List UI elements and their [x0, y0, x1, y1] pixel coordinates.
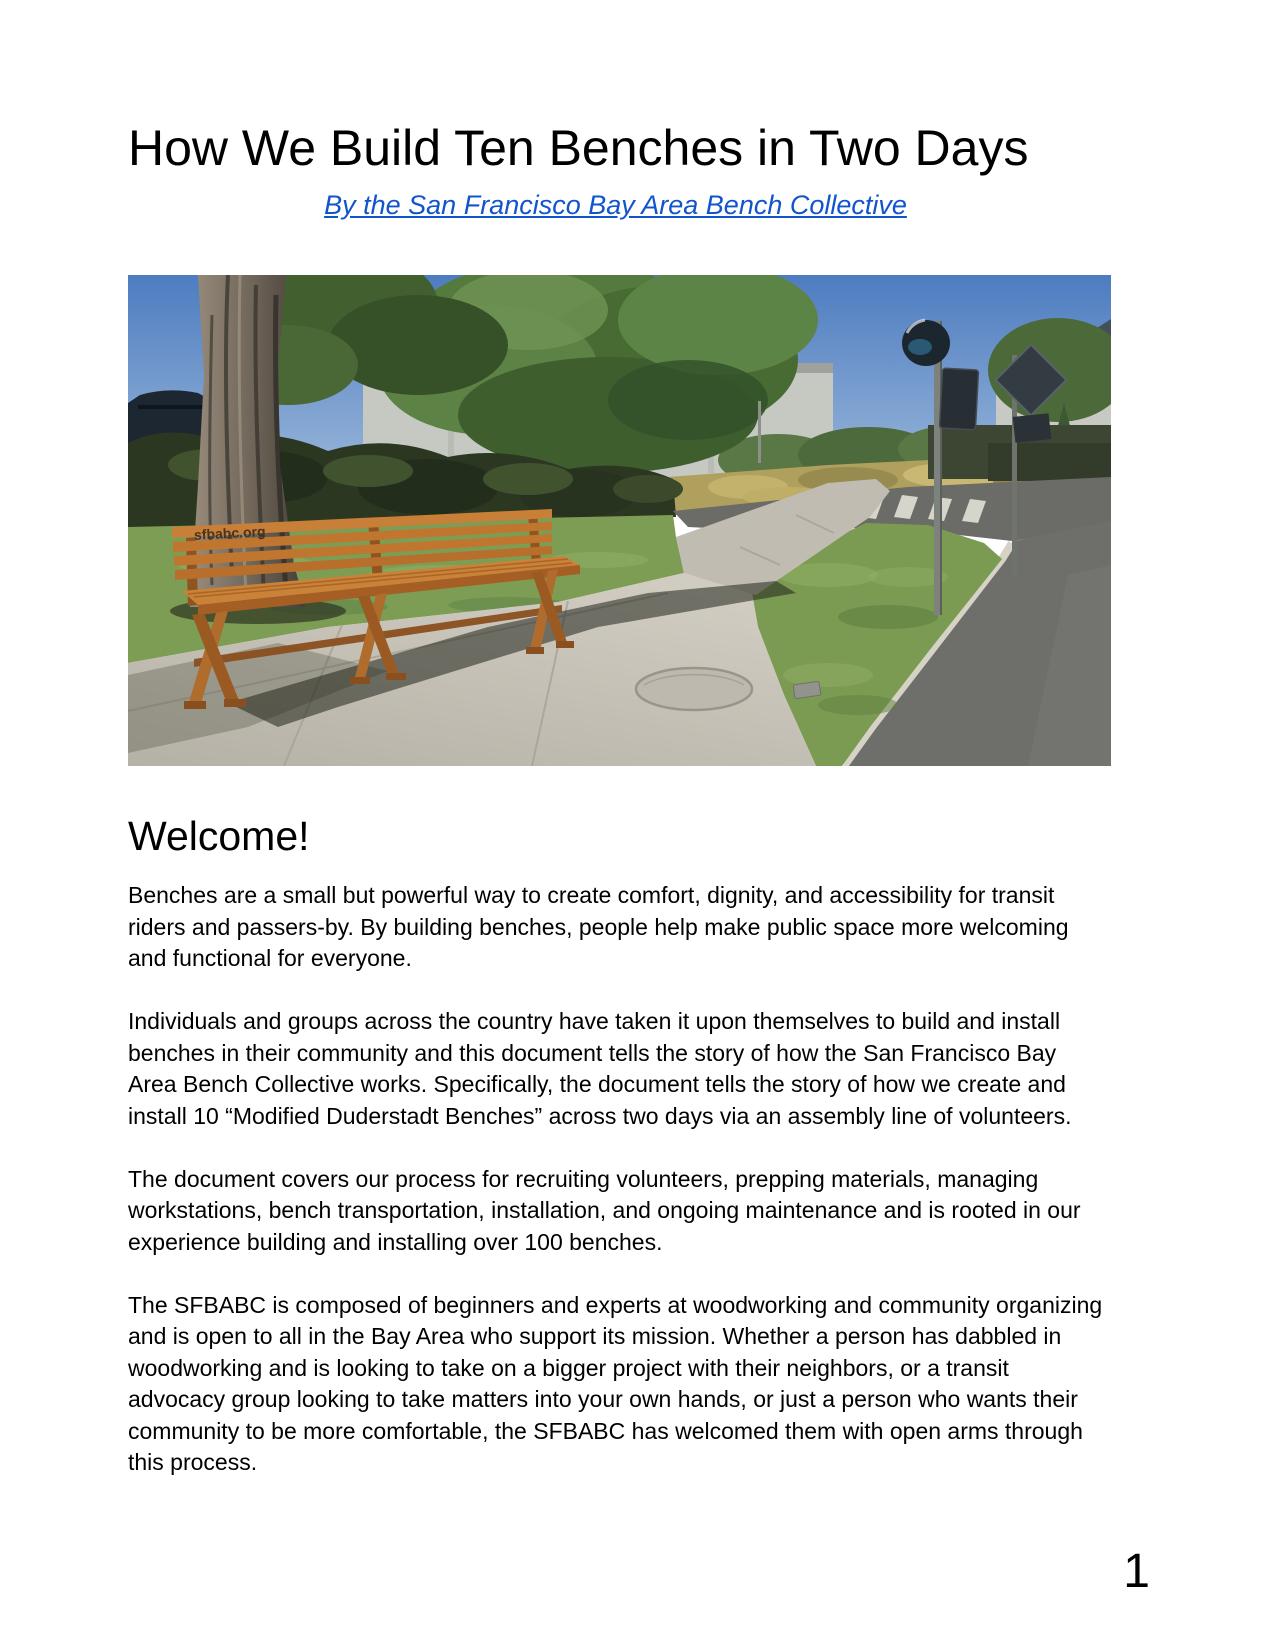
drain-lid — [793, 681, 821, 698]
welcome-heading: Welcome! — [128, 813, 310, 859]
byline-link[interactable]: By the San Francisco Bay Area Bench Collective — [324, 190, 907, 220]
paragraph-document-covers: The document covers our process for recruiting volunteers, prepping materials, managing workstations, bench transportation, installation, and ongoing maintenance and is rooted in our experience building and installing over 100 benches. — [128, 1165, 1081, 1255]
page-title: How We Build Ten Benches in Two Days — [128, 120, 1029, 176]
hero-photo — [128, 275, 1111, 766]
bench-url-label: sfbabc.org — [193, 523, 266, 543]
paragraph-sfbabc-composition: The SFBABC is composed of beginners and experts at woodworking and community organizing and is open to all in the Bay Area who support its mission. Whether a person has dabbled in woodworking and is looking to take on a bigger project with their neighbors, or a transit advocacy group looking to take matters into your own hands, or just a person who wants their community to be more comfortable, the SFBABC has welcomed them with open arms through this process. — [128, 1291, 1103, 1475]
bench-photo-illustration — [128, 275, 1111, 766]
rectangular-sign — [939, 368, 978, 430]
light-pole — [758, 401, 761, 463]
small-back-sign — [1013, 413, 1052, 443]
manhole-cover — [636, 668, 752, 710]
page-number: 1 — [1123, 1545, 1150, 1598]
paragraph-benches-intro: Benches are a small but powerful way to create comfort, dignity, and accessibility for transit riders and passers-by. By building benches, people help make public space more welcoming and functional for everyone. — [128, 882, 1069, 971]
byline — [128, 188, 1103, 222]
paragraph-individuals-groups: Individuals and groups across the country have taken it upon themselves to build and install benches in their community and this document tells the story of how the San Francisco Bay Area Bench Collective works. Specifically, the document tells the story of how we create and install 10 “Modified Duderstadt Benches” across two days via an assembly line of volunteers. — [128, 1008, 1072, 1129]
